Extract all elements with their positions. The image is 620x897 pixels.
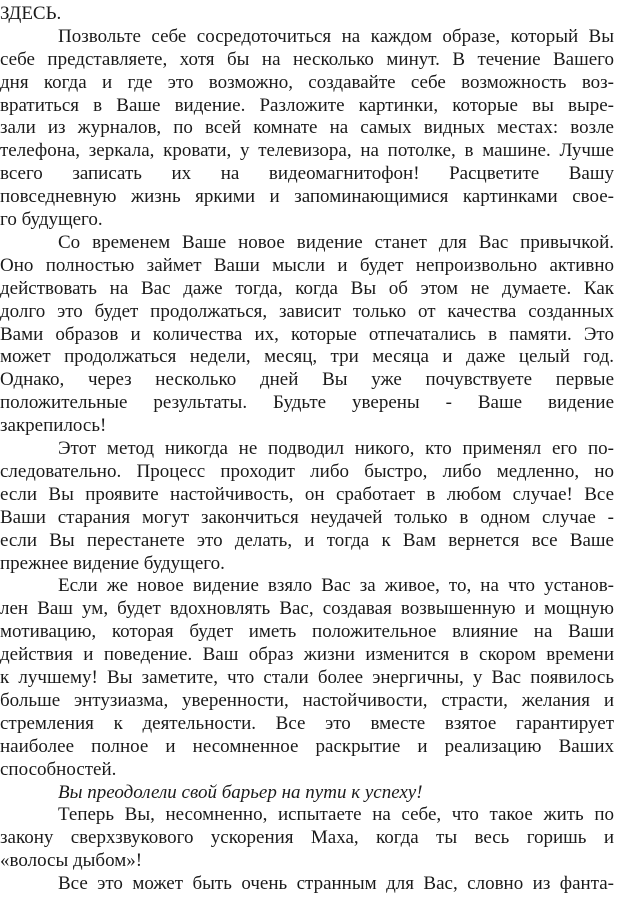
text-line: себе представляете, хотя бы на несколько минут. В течение Вашего xyxy=(0,48,614,70)
text-line: лен Ваш ум, будет вдохновлять Вас, создавая возвышенную и мощную xyxy=(0,598,614,620)
text-line: если Вы перестанете это делать, и тогда к Вам вернется все Ваше xyxy=(0,529,614,551)
paragraph-end-line: способностей. xyxy=(0,758,117,780)
text-line: ЗДЕСЬ. xyxy=(0,3,62,24)
paragraph-end-line: го будущего. xyxy=(0,209,103,231)
text-line: долго это будет продолжаться, зависит только от качества созданных xyxy=(0,300,614,322)
paragraph-start-line: Со временем Ваше новое видение станет для Вас привычкой. xyxy=(58,231,614,253)
text-line: наиболее полное и несомненное раскрытие и реализацию Ваших xyxy=(0,735,614,757)
text-line: больше энтузиазма, уверенности, настойчивости, страсти, желания и xyxy=(0,689,614,711)
text-line: вратиться в Ваше видение. Разложите картинки, которые вы выре- xyxy=(0,94,614,116)
text-line: действовать на Вас даже тогда, когда Вы об этом не думаете. Как xyxy=(0,277,614,299)
text-line: может продолжаться недели, месяц, три месяца и даже целый год. xyxy=(0,346,614,368)
italic-emphasis-line: Вы преодолели свой барьер на пути к успеху! xyxy=(58,781,423,803)
text-line: всего записать их на видеомагнитофон! Расцветите Вашу xyxy=(0,163,614,185)
text-line: повседневную жизнь яркими и запоминающимися картинками свое- xyxy=(0,186,614,208)
text-line: положительные результаты. Будьте уверены - Ваше видение xyxy=(0,392,614,414)
text-line: действия и поведение. Ваш образ жизни изменится в скором времени xyxy=(0,644,614,666)
paragraph-start-line: Все это может быть очень странным для Вас, словно из фанта- xyxy=(58,873,614,895)
paragraph-start-line: Теперь Вы, несомненно, испытаете на себе, что такое жить по xyxy=(58,804,614,826)
text-line: стремления к деятельности. Все это вместе взятое гарантирует xyxy=(0,712,614,734)
text-line: к лучшему! Вы заметите, что стали более энергичны, у Вас появилось xyxy=(0,667,614,689)
paragraph-start-line: Позвольте себе сосредоточиться на каждом образе, который Вы xyxy=(58,25,614,47)
text-line: следовательно. Процесс проходит либо быстро, либо медленно, но xyxy=(0,460,614,482)
paragraph-end-line: прежнее видение будущего. xyxy=(0,552,225,574)
text-line: если Вы проявите настойчивость, он сработает в любом случае! Все xyxy=(0,483,614,505)
paragraph-start-line: Если же новое видение взяло Вас за живое, то, на что установ- xyxy=(58,575,614,597)
text-line: закону сверхзвукового ускорения Маха, когда ты весь горишь и xyxy=(0,827,614,849)
text-line: дня когда и где это возможно, создавайте себе возможность воз- xyxy=(0,71,614,93)
text-line: Ваши старания могут закончиться неудачей только в одном случае - xyxy=(0,506,614,528)
text-line: Вами образов и количества их, которые отпечатались в памяти. Это xyxy=(0,323,614,345)
text-line: телефона, зеркала, кровати, у телевизора, на потолке, в машине. Лучше xyxy=(0,140,614,162)
paragraph-end-line: «волосы дыбом»! xyxy=(0,850,143,872)
text-line: мотивацию, которая будет иметь положительное влияние на Ваши xyxy=(0,621,614,643)
paragraph-start-line: Этот метод никогда не подводил никого, кто применял его по- xyxy=(58,438,614,460)
paragraph-end-line: закрепилось! xyxy=(0,415,107,437)
text-line: зали из журналов, по всей комнате на самых видных местах: возле xyxy=(0,117,614,139)
text-line: Однако, через несколько дней Вы уже почувствуете первые xyxy=(0,369,614,391)
text-line: Оно полностью займет Ваши мысли и будет непроизвольно активно xyxy=(0,254,614,276)
